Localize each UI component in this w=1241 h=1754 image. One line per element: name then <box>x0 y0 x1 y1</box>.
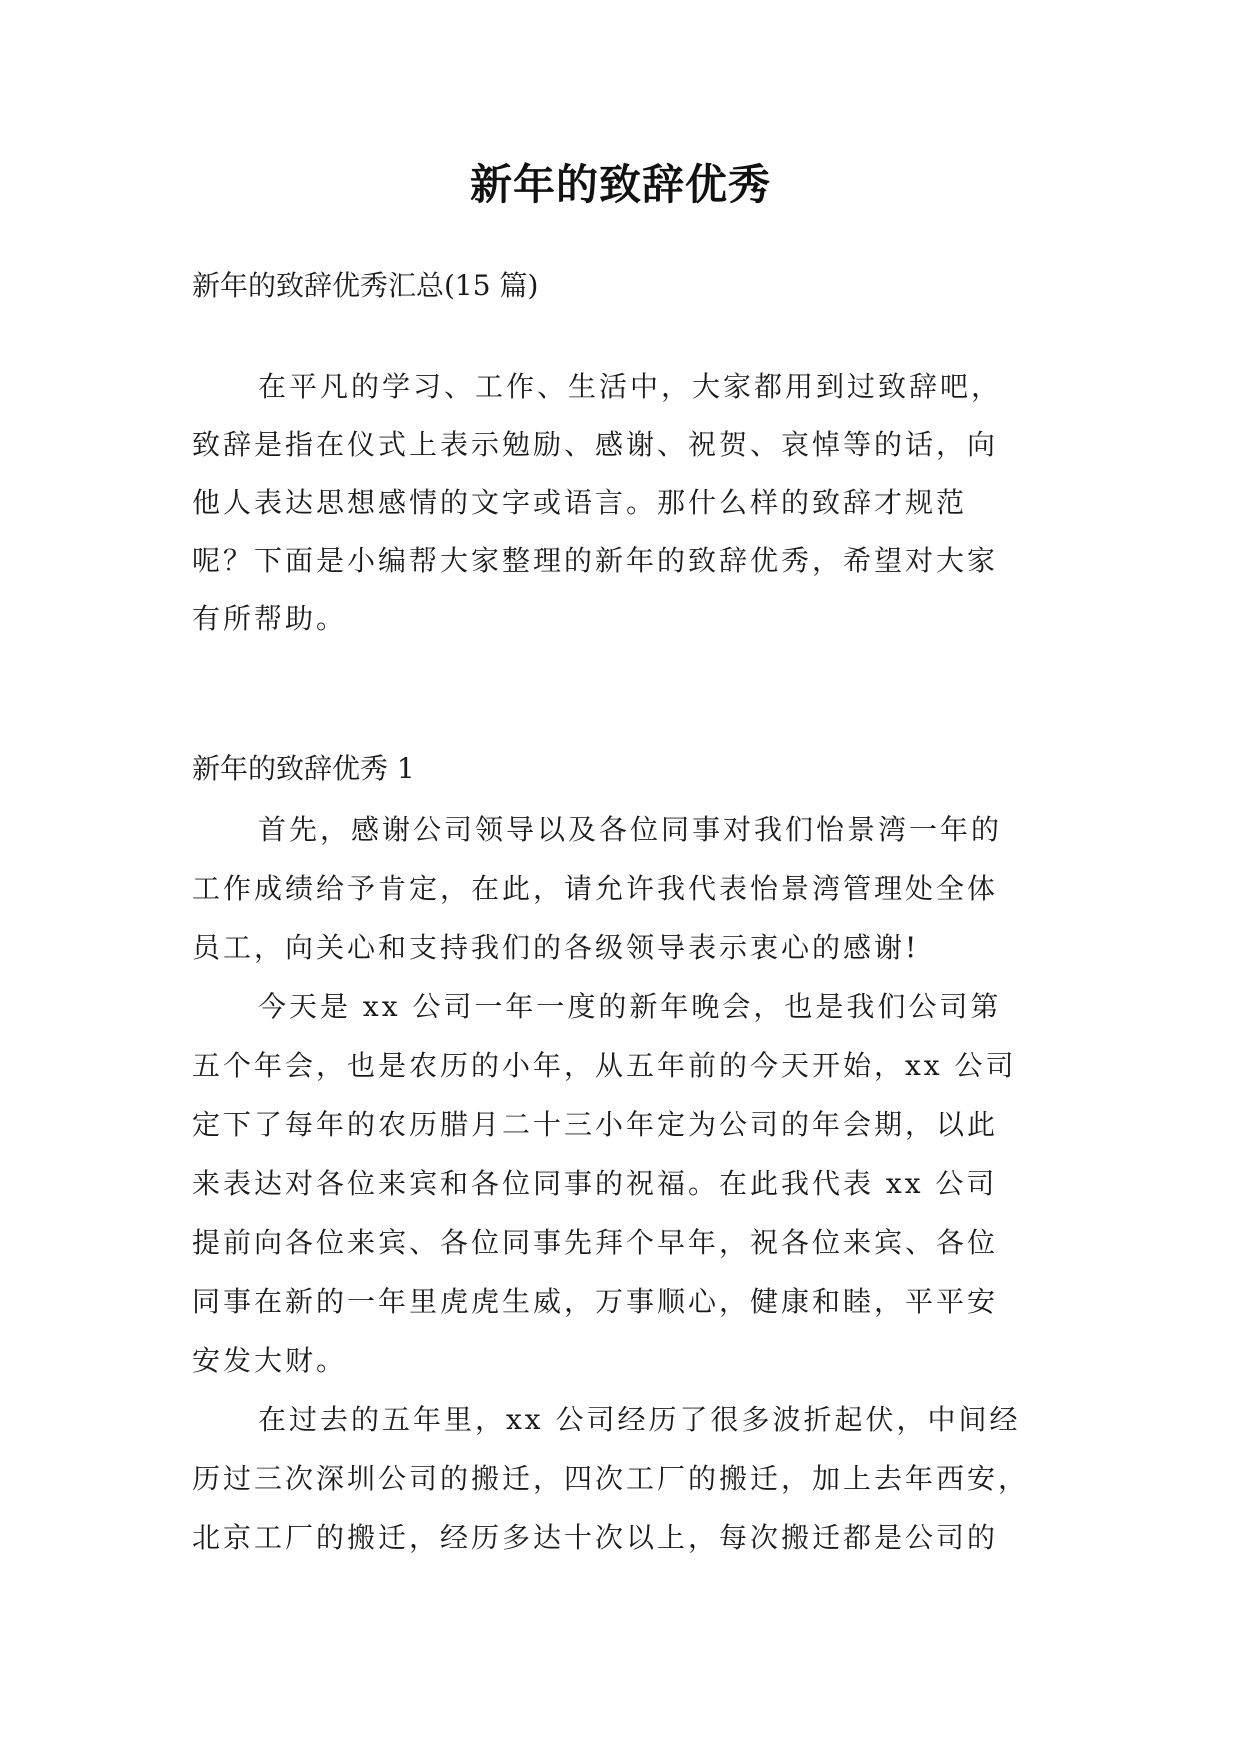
paragraph-line: 工作成绩给予肯定，在此，请允许我代表怡景湾管理处全体 <box>192 872 999 905</box>
paragraph-line: 来表达对各位来宾和各位同事的祝福。在此我代表 xx 公司 <box>192 1167 998 1200</box>
paragraph-line: 今天是 xx 公司一年一度的新年晚会，也是我们公司第 <box>258 990 1002 1023</box>
document-subtitle: 新年的致辞优秀汇总(15 篇) <box>192 269 539 302</box>
paragraph-line: 历过三次深圳公司的搬迁，四次工厂的搬迁，加上去年西安， <box>192 1462 1030 1495</box>
paragraph-line: 员工，向关心和支持我们的各级领导表示衷心的感谢! <box>192 931 920 964</box>
paragraph-line: 提前向各位来宾、各位同事先拜个早年，祝各位来宾、各位 <box>192 1226 999 1259</box>
paragraph-line: 同事在新的一年里虎虎生威，万事顺心，健康和睦，平平安 <box>192 1285 999 1318</box>
intro-line: 他人表达思想感情的文字或语言。那什么样的致辞才规范 <box>192 486 968 519</box>
intro-line: 致辞是指在仪式上表示勉励、感谢、祝贺、哀悼等的话，向 <box>192 428 999 461</box>
intro-line: 有所帮助。 <box>192 602 348 635</box>
paragraph-line: 安发大财。 <box>192 1344 348 1377</box>
paragraph-line: 定下了每年的农历腊月二十三小年定为公司的年会期，以此 <box>192 1108 999 1141</box>
section-body <box>192 800 1072 1567</box>
paragraph-line: 北京工厂的搬迁，经历多达十次以上，每次搬迁都是公司的 <box>192 1521 999 1554</box>
intro-paragraph <box>192 358 1072 648</box>
intro-line: 在平凡的学习、工作、生活中，大家都用到过致辞吧， <box>258 370 1003 403</box>
paragraph-line: 首先，感谢公司领导以及各位同事对我们怡景湾一年的 <box>258 813 1003 846</box>
paragraph-line: 在过去的五年里，xx 公司经历了很多波折起伏，中间经 <box>258 1403 1021 1436</box>
section-heading: 新年的致辞优秀 1 <box>192 752 415 785</box>
paragraph-line: 五个年会，也是农历的小年，从五年前的今天开始，xx 公司 <box>192 1049 1017 1082</box>
intro-line: 呢？下面是小编帮大家整理的新年的致辞优秀，希望对大家 <box>192 544 999 577</box>
document-title: 新年的致辞优秀 <box>469 160 771 209</box>
